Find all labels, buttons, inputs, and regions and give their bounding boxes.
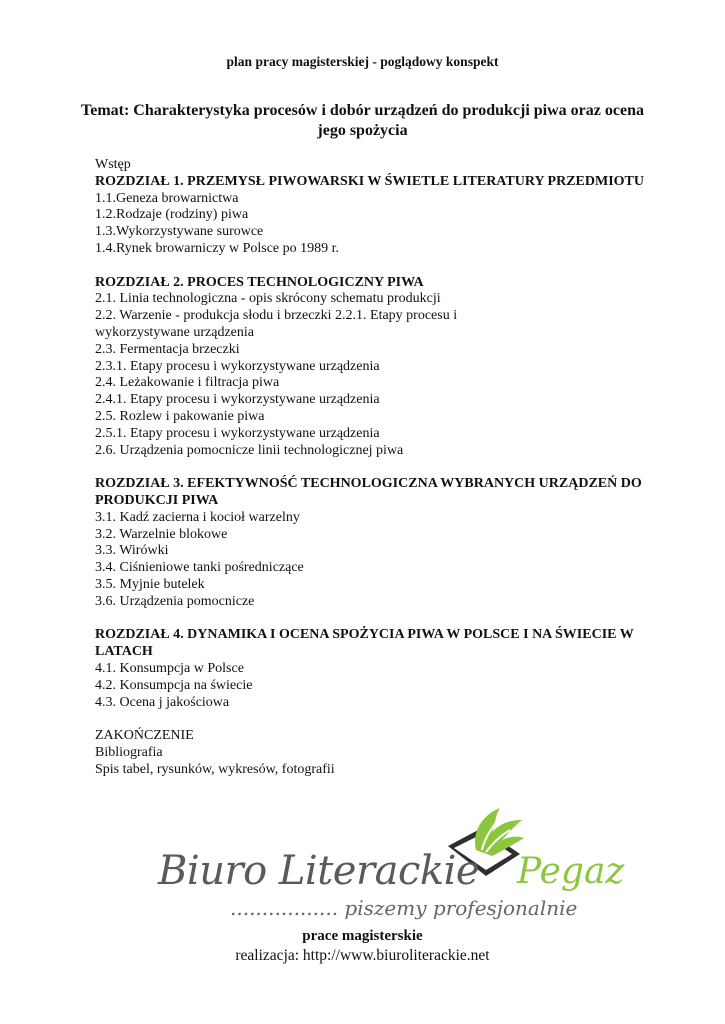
footer-website: realizacja: http://www.biuroliterackie.net — [235, 947, 490, 964]
toc-item: 2.2. Warzenie - produkcja słodu i brzeczki 2.2.1. Etapy procesu i wykorzystywane urządzenia — [95, 308, 458, 340]
spacer — [95, 459, 675, 476]
toc-item: 3.1. Kadź zacierna i kocioł warzelny — [95, 509, 300, 525]
toc-item: 1.4.Rynek browarniczy w Polsce po 1989 r. — [95, 240, 340, 256]
toc-item: 2.1. Linia technologiczna - opis skrócony schematu produkcji — [95, 291, 441, 307]
toc-item: 2.5.1. Etapy procesu i wykorzystywane urządzenia — [95, 425, 380, 441]
toc-item: 4.1. Konsumpcja w Polsce — [95, 660, 244, 676]
toc-item: 1.1.Geneza browarnictwa — [95, 190, 239, 206]
toc-item: 4.3. Ocena j jakościowa — [95, 694, 230, 710]
document-title: Temat: Charakterystyka procesów i dobór urządzeń do produkcji piwa oraz ocena jego spożycia — [81, 102, 644, 139]
document-subtitle: plan pracy magisterskiej - poglądowy konspekt — [226, 54, 499, 69]
toc-item: 1.2.Rodzaje (rodziny) piwa — [95, 207, 249, 223]
toc-item: 2.4.1. Etapy procesu i wykorzystywane urządzenia — [95, 392, 380, 408]
table-of-contents — [95, 157, 675, 778]
toc-bibliography: Bibliografia — [95, 744, 163, 760]
toc-conclusion: ZAKOŃCZENIE — [95, 728, 194, 744]
toc-item: 3.6. Urządzenia pomocnicze — [95, 593, 255, 609]
toc-item: 3.5. Myjnie butelek — [95, 576, 205, 592]
toc-item: 2.5. Rozlew i pakowanie piwa — [95, 408, 265, 424]
spacer — [95, 611, 675, 628]
toc-intro: Wstęp — [95, 157, 131, 172]
company-logo — [150, 806, 630, 926]
footer-service: prace magisterskie — [302, 928, 423, 944]
toc-item: 2.4. Leżakowanie i filtracja piwa — [95, 375, 280, 391]
chapter-3-heading: ROZDZIAŁ 3. EFEKTYWNOŚĆ TECHNOLOGICZNA WYBRANYCH URZĄDZEŃ DO PRODUKCJI PIWA — [95, 476, 642, 508]
chapter-2-heading: ROZDZIAŁ 2. PROCES TECHNOLOGICZNY PIWA — [95, 274, 424, 290]
toc-item: 4.2. Konsumpcja na świecie — [95, 677, 253, 693]
toc-item: 2.3. Fermentacja brzeczki — [95, 341, 240, 357]
logo-wordmark-accent: Pegaz — [517, 851, 625, 892]
spacer — [95, 711, 675, 728]
toc-item: 3.2. Warzelnie blokowe — [95, 526, 228, 542]
toc-item: 3.3. Wirówki — [95, 543, 169, 559]
chapter-1-heading: ROZDZIAŁ 1. PRZEMYSŁ PIWOWARSKI W ŚWIETLE LITERATURY PRZEDMIOTU — [95, 173, 644, 189]
chapter-4-heading: ROZDZIAŁ 4. DYNAMIKA I OCENA SPOŻYCIA PIWA W POLSCE I NA ŚWIECIE W LATACH — [95, 627, 634, 660]
toc-item: 1.3.Wykorzystywane surowce — [95, 224, 264, 240]
toc-item: 3.4. Ciśnieniowe tanki pośredniczące — [95, 560, 304, 576]
logo-tagline: ................. piszemy profesjonalnie — [230, 896, 578, 920]
logo-wordmark: Biuro Literackie — [158, 848, 480, 894]
toc-item: 2.3.1. Etapy procesu i wykorzystywane urządzenia — [95, 358, 380, 374]
toc-figures-list: Spis tabel, rysunków, wykresów, fotografii — [95, 761, 335, 777]
toc-item: 2.6. Urządzenia pomocnicze linii technologicznej piwa — [95, 442, 404, 458]
spacer — [95, 258, 675, 275]
